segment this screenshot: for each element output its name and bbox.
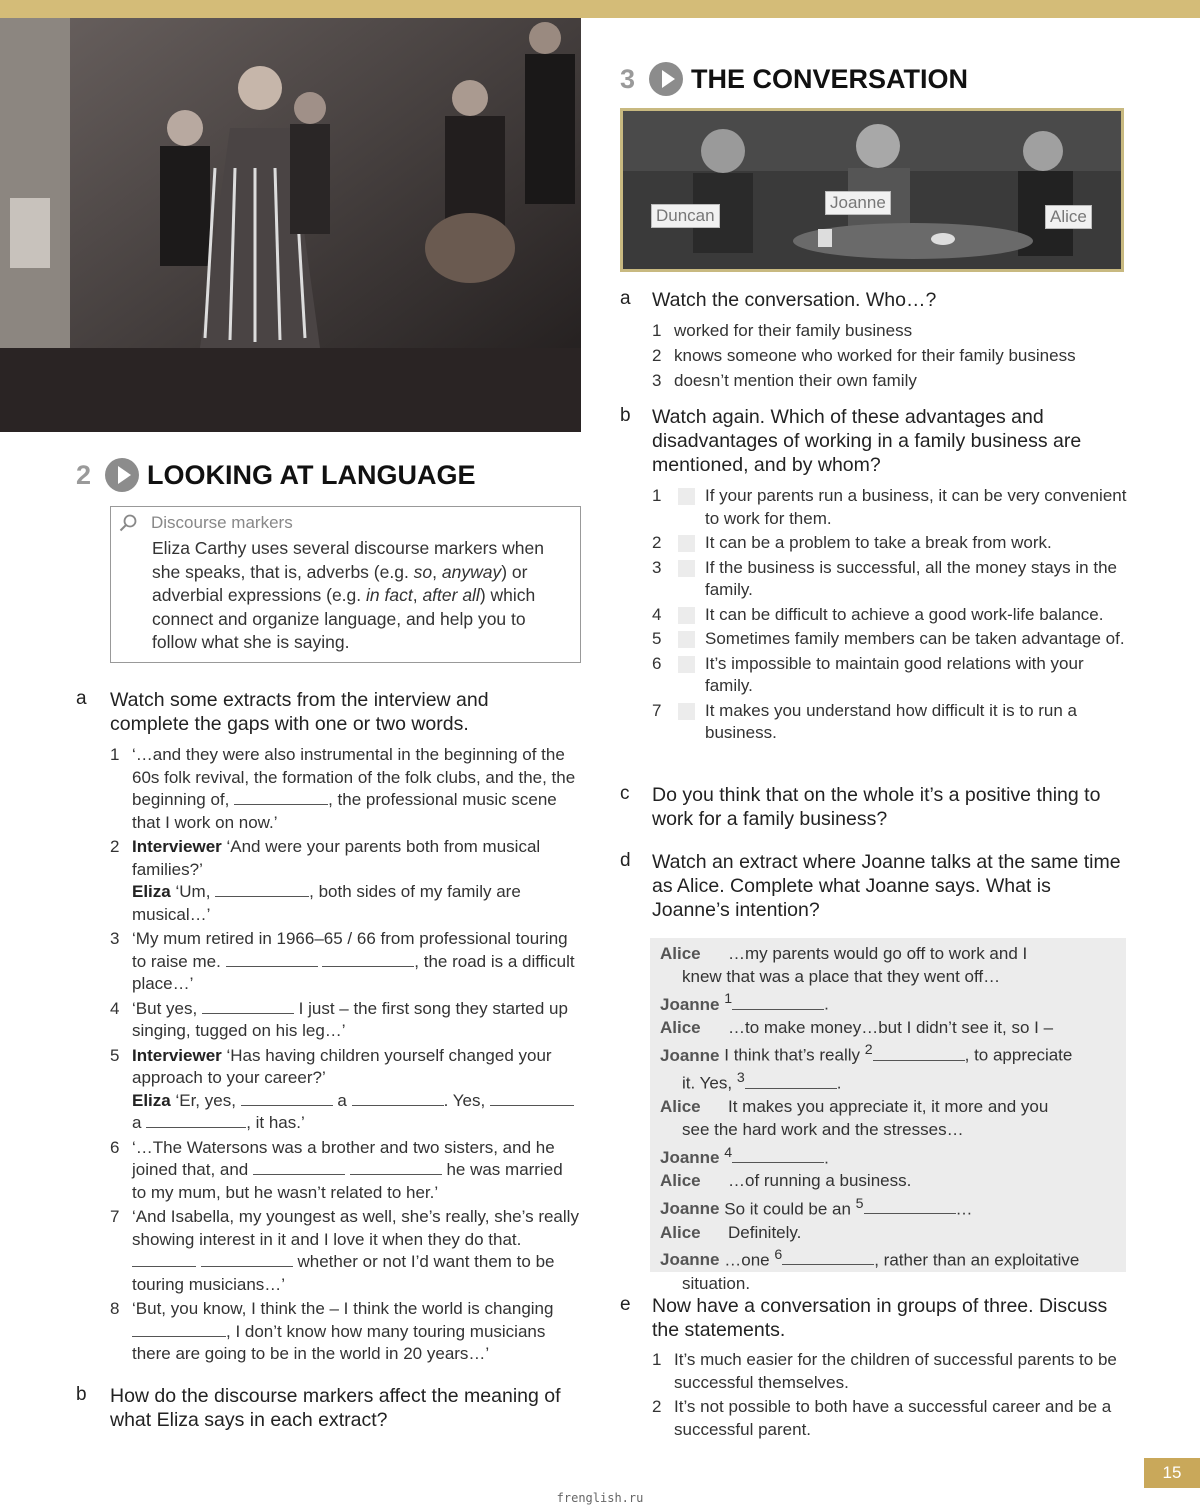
magnifier-icon: [119, 514, 137, 532]
item-number: 5: [110, 1045, 120, 1065]
text: ‘And were your parents both from musical families?’: [132, 837, 541, 879]
text: , the professional music scene that I work on now.’: [132, 790, 557, 832]
item-number: 5: [652, 629, 662, 648]
answer-gap[interactable]: [352, 1091, 444, 1106]
dialogue-line: [660, 1039, 1116, 1067]
section2-title: LOOKING AT LANGUAGE: [147, 459, 476, 490]
box-example: anyway: [441, 561, 502, 582]
gap-number: 4: [724, 1144, 733, 1161]
text: ‘Um,: [170, 882, 216, 901]
line-text: situation.: [682, 1273, 751, 1293]
item-number: 3: [652, 557, 662, 577]
answer-box[interactable]: [678, 631, 695, 648]
line-text: …of running a business.: [728, 1171, 912, 1191]
question-b-text: How do the discourse markers affect the meaning of what Eliza says in each extract?: [110, 1385, 561, 1431]
question-a-text: Watch some extracts from the interview and complete the gaps with one or two words.: [110, 689, 489, 735]
top-accent-bar: [0, 0, 1200, 18]
line-text: I think that’s really: [724, 1046, 865, 1066]
video-image: [623, 111, 1121, 269]
answer-box[interactable]: [678, 703, 695, 720]
list-item: [110, 998, 580, 1043]
item-number: 2: [110, 837, 120, 856]
text: , it has.’: [246, 1113, 305, 1132]
speaker-alice: Alice: [660, 1097, 701, 1117]
box-title: Discourse markers: [151, 513, 293, 532]
section3-heading: [620, 62, 968, 96]
list-item: [652, 318, 1132, 343]
text: , I don’t know how many touring musicians there are going to be in the world in 20 years…’: [132, 1321, 546, 1363]
item-text: It can be difficult to achieve a good work-life balance.: [705, 604, 1104, 624]
item-text: Sometimes family members can be taken advantage of.: [705, 629, 1125, 648]
answer-gap[interactable]: [864, 1199, 956, 1214]
speaker-alice: Alice: [660, 1018, 701, 1038]
answer-box[interactable]: [678, 656, 695, 673]
item-number: 1: [652, 486, 662, 505]
line-text: it. Yes,: [682, 1073, 737, 1093]
text: , the road is a difficult place…’: [132, 951, 575, 993]
play-icon[interactable]: [649, 62, 683, 96]
item-number: 4: [652, 604, 662, 624]
list-item: [652, 604, 1132, 627]
section3-title: THE CONVERSATION: [691, 63, 969, 94]
answer-gap[interactable]: [745, 1074, 837, 1089]
speaker: Eliza: [132, 882, 171, 901]
item-number: 3: [652, 371, 662, 390]
list-item: [110, 1137, 580, 1205]
line-text: Definitely.: [728, 1222, 802, 1242]
item-text: [132, 744, 580, 834]
box-example: so: [413, 561, 433, 582]
item-text: If the business is successful, all the money stays in the family.: [705, 557, 1117, 599]
answer-box[interactable]: [678, 488, 695, 505]
answer-gap[interactable]: [732, 1148, 824, 1163]
answer-gap[interactable]: [322, 952, 414, 967]
question-c-text: Do you think that on the whole it’s a positive thing to work for a family business?: [652, 784, 1101, 830]
video-label-joanne: Joanne: [825, 191, 891, 215]
box-example: in fact: [366, 585, 413, 605]
answer-box[interactable]: [678, 607, 695, 624]
item-text: It’s much easier for the children of successful parents to be successful themselves.: [674, 1350, 1117, 1392]
item-text: [132, 1298, 580, 1366]
text: I just – the first song they started up singing, tugged on his leg…’: [132, 998, 568, 1040]
item-text: [132, 1137, 580, 1205]
question-letter: c: [620, 783, 630, 804]
box-text: ) which connect and organize language, and help you to follow what she is saying.: [152, 585, 536, 652]
item-number: 6: [652, 653, 662, 673]
speaker-alice: Alice: [660, 1222, 701, 1242]
item-text: It can be a problem to take a break from work.: [705, 533, 1052, 552]
item-number: 1: [652, 321, 662, 340]
gap-number: 3: [736, 1070, 745, 1087]
line-text: .: [836, 1073, 842, 1093]
list-item: [110, 928, 580, 996]
dialogue-line: [660, 1067, 1116, 1095]
line-text: It makes you appreciate it, it more and you: [728, 1097, 1049, 1117]
who-list: [652, 318, 1132, 393]
question-letter: b: [620, 405, 631, 426]
item-number: 3: [110, 929, 120, 948]
list-item: [110, 1045, 580, 1135]
box-example: after all: [422, 585, 480, 605]
list-item: [652, 653, 1132, 698]
item-number: 2: [652, 346, 662, 365]
speaker: Interviewer: [132, 837, 222, 856]
list-item: [652, 700, 1132, 745]
play-icon[interactable]: [105, 458, 139, 492]
speaker-joanne: Joanne: [660, 1046, 720, 1066]
video-label-duncan: Duncan: [651, 204, 720, 228]
list-item: [652, 557, 1132, 602]
answer-gap[interactable]: [146, 1113, 246, 1128]
box-text: ) or adverbial expressions (e.g.: [152, 561, 528, 605]
answer-gap[interactable]: [241, 1091, 333, 1106]
item-text: worked for their family business: [674, 321, 913, 340]
list-item: [652, 368, 1132, 393]
item-text: It’s not possible to both have a successful career and be a successful parent.: [674, 1397, 1112, 1439]
answer-gap[interactable]: [350, 1160, 442, 1175]
dialogue-line: [660, 1244, 1116, 1272]
item-text: [132, 928, 580, 996]
line-text: .: [824, 995, 829, 1015]
item-text: [132, 836, 580, 926]
item-number: 2: [652, 533, 662, 552]
item-number: 6: [110, 1137, 120, 1157]
line-text: knew that was a place that they went off…: [682, 967, 1001, 987]
dialogue-line: [660, 1169, 1116, 1192]
item-text: knows someone who worked for their family business: [674, 346, 1076, 365]
item-text: If your parents run a business, it can be very convenient to work for them.: [705, 486, 1127, 528]
concert-photo: [0, 18, 581, 432]
box-text: ,: [432, 561, 442, 582]
speaker-joanne: Joanne: [660, 995, 720, 1015]
dialogue-line: [660, 1142, 1116, 1170]
dialogue-line: [660, 1221, 1116, 1244]
text: ‘And Isabella, my youngest as well, she’s really, she’s really showing interest in it and I love it when they do that.: [132, 1207, 579, 1249]
answer-gap[interactable]: [202, 999, 294, 1014]
question-e-text: Now have a conversation in groups of three. Discuss the statements.: [652, 1295, 1108, 1341]
speaker: Eliza: [132, 1090, 171, 1110]
gap-number: 5: [855, 1195, 864, 1212]
line-text: …one: [724, 1250, 775, 1270]
item-text: [132, 998, 580, 1043]
box-text: ,: [412, 585, 423, 605]
dialogue-line: [660, 1095, 1116, 1118]
item-number: 4: [110, 998, 120, 1018]
line-text: see the hard work and the stresses…: [682, 1120, 964, 1140]
list-item: [110, 1298, 580, 1366]
list-item: [652, 485, 1132, 530]
discourse-markers-box: [110, 506, 581, 663]
question-letter: d: [620, 850, 631, 871]
list-item: [110, 836, 580, 926]
question-letter: a: [76, 688, 87, 709]
box-text: Eliza Carthy uses several discourse markers when she speaks, that is, adverbs (e.g.: [152, 538, 544, 582]
line-text: …: [955, 1199, 973, 1219]
text: ‘Er, yes,: [170, 1090, 241, 1110]
text: ‘But, you know, I think the – I think the world is changing: [132, 1299, 554, 1318]
video-label-alice: Alice: [1045, 205, 1092, 229]
question-d-text: Watch an extract where Joanne talks at the same time as Alice. Complete what Joanne says. What is Joanne’s intention?: [652, 851, 1121, 921]
statements-list: [652, 1349, 1132, 1441]
text: . Yes,: [443, 1090, 490, 1110]
section3-number: 3: [620, 63, 636, 94]
item-text: doesn’t mention their own family: [674, 371, 917, 390]
list-item: [652, 532, 1132, 555]
list-item: [652, 628, 1132, 651]
line-text: , to appreciate: [964, 1046, 1073, 1066]
answer-gap[interactable]: [490, 1091, 574, 1106]
dialogue-box: [650, 938, 1126, 1293]
gap-number: 6: [774, 1246, 783, 1263]
item-number: 1: [110, 745, 120, 764]
box-title-row: [119, 513, 568, 533]
box-body: [119, 537, 568, 655]
speaker-joanne: Joanne: [660, 1148, 720, 1168]
text: whether or not I’d want them to be touring musicians…’: [132, 1252, 555, 1294]
answer-gap[interactable]: [873, 1046, 965, 1061]
gap-number: 2: [864, 1042, 873, 1059]
list-item: [110, 1206, 580, 1296]
text: ‘…The Watersons was a brother and two sisters, and he joined that, and: [132, 1137, 555, 1179]
item-text: It’s impossible to maintain good relations with your family.: [705, 653, 1084, 695]
text: ‘Has having children yourself changed your approach to your career?’: [132, 1045, 552, 1087]
text: ‘…and they were also instrumental in the beginning of the 60s folk revival, the formation of the folk clubs, and the, the beginning of,: [132, 745, 576, 809]
answer-gap[interactable]: [132, 1322, 226, 1337]
question-letter: b: [76, 1384, 87, 1405]
section2-heading: [76, 458, 476, 492]
list-item: [110, 744, 580, 834]
answer-gap[interactable]: [253, 1160, 345, 1175]
question-letter: a: [620, 288, 631, 309]
answer-gap[interactable]: [782, 1250, 874, 1265]
extract-list: [110, 744, 580, 1366]
answer-box[interactable]: [678, 535, 695, 552]
gap-number: 1: [724, 991, 733, 1008]
answer-gap[interactable]: [132, 1252, 196, 1267]
answer-gap[interactable]: [234, 790, 328, 805]
answer-gap[interactable]: [201, 1252, 293, 1267]
answer-box[interactable]: [678, 560, 695, 577]
item-text: [132, 1206, 580, 1296]
item-text: [132, 1045, 580, 1135]
dialogue-line: [660, 942, 1116, 965]
list-item: [652, 1349, 1132, 1394]
question-b-text: Watch again. Which of these advantages and disadvantages of working in a family business are mentioned, and by whom?: [652, 406, 1082, 476]
dialogue-line: [660, 1193, 1116, 1221]
item-text: It makes you understand how difficult it is to run a business.: [705, 700, 1077, 742]
question-letter: e: [620, 1294, 631, 1315]
dialogue-line: [660, 1016, 1116, 1039]
line-text: .: [824, 1148, 829, 1168]
item-number: 2: [652, 1397, 662, 1416]
speaker-joanne: Joanne: [660, 1199, 720, 1219]
answer-gap[interactable]: [226, 952, 318, 967]
speaker-alice: Alice: [660, 1171, 701, 1191]
section2-number: 2: [76, 459, 92, 490]
item-number: 8: [110, 1299, 120, 1318]
line-text: , rather than an exploitative: [874, 1250, 1080, 1270]
page-number: 15: [1144, 1458, 1200, 1488]
answer-gap[interactable]: [732, 995, 824, 1010]
question-a-text: Watch the conversation. Who…?: [652, 289, 937, 311]
dialogue-line: [660, 988, 1116, 1016]
answer-gap[interactable]: [215, 882, 309, 897]
speaker-alice: Alice: [660, 944, 701, 963]
text: ‘My mum retired in 1966–65 / 66 from professional touring to raise me.: [132, 929, 568, 971]
list-item: [652, 1396, 1132, 1441]
item-number: 1: [652, 1350, 662, 1369]
text: ‘But yes,: [132, 998, 202, 1018]
line-text: …to make money…but I didn’t see it, so I –: [728, 1018, 1054, 1038]
list-item: [652, 343, 1132, 368]
footer-watermark: frenglish.ru: [556, 1491, 644, 1505]
item-number: 7: [652, 700, 662, 720]
text: a: [332, 1090, 352, 1110]
text: he was married to my mum, but he wasn’t related to her.’: [132, 1160, 563, 1202]
item-number: 7: [110, 1207, 120, 1226]
conversation-video-still[interactable]: [620, 108, 1124, 272]
line-text: So it could be an: [724, 1199, 856, 1219]
text: a: [132, 1113, 147, 1132]
speaker: Interviewer: [132, 1045, 222, 1065]
line-text: …my parents would go off to work and I: [728, 944, 1028, 963]
speaker-joanne: Joanne: [660, 1250, 720, 1270]
advantages-list: [652, 485, 1132, 745]
text: , both sides of my family are musical…’: [132, 882, 521, 924]
